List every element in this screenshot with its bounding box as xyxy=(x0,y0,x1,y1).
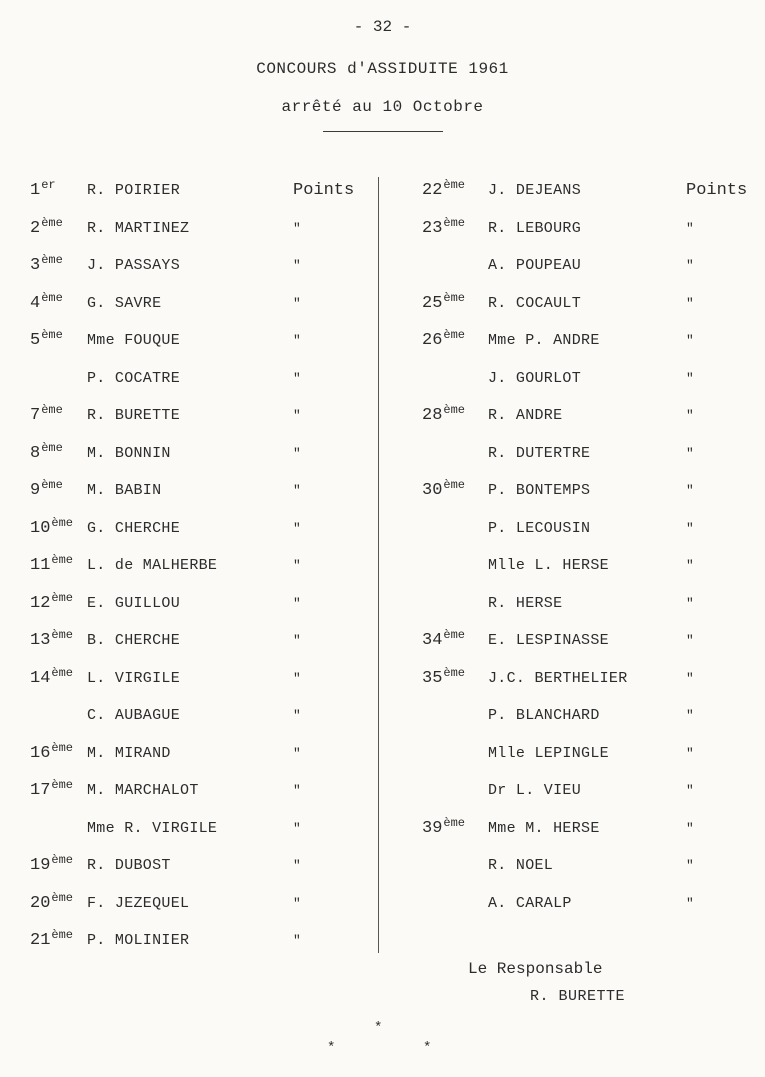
participant-name: Mme R. VIRGILE xyxy=(87,819,218,837)
rank-number: 26 xyxy=(422,331,443,350)
participant-name: M. MARCHALOT xyxy=(87,782,199,799)
participant-name: M. BABIN xyxy=(87,482,162,499)
document-subtitle: arrêté au 10 Octobre xyxy=(281,98,484,116)
rank-label xyxy=(422,178,466,200)
participant-name: Mme FOUQUE xyxy=(87,332,181,349)
rank-suffix: ème xyxy=(41,215,63,230)
points-unit: " xyxy=(686,483,695,498)
points-unit: " xyxy=(293,933,302,948)
points-unit: " xyxy=(293,595,302,611)
rank-label xyxy=(422,815,466,838)
points-unit: " xyxy=(686,370,695,386)
rank-suffix: ème xyxy=(51,778,74,792)
document-title: CONCOURS d'ASSIDUITE 1961 xyxy=(256,60,509,78)
rank-label xyxy=(422,706,423,725)
rank-number: 12 xyxy=(30,593,51,613)
points-unit: " xyxy=(293,820,302,836)
rank-suffix: ème xyxy=(51,853,74,867)
rank-suffix: ème xyxy=(443,478,466,492)
participant-name: R. MARTINEZ xyxy=(87,219,190,237)
rank-suffix: er xyxy=(41,178,56,192)
rank-suffix: ème xyxy=(41,328,63,342)
rank-number: 39 xyxy=(422,818,443,838)
rank-suffix: ème xyxy=(51,740,74,755)
points-unit: " xyxy=(293,745,302,761)
rank-number: 35 xyxy=(422,668,443,688)
rank-number: 19 xyxy=(30,856,51,875)
points-unit: " xyxy=(686,445,695,461)
points-unit: " xyxy=(293,895,302,911)
participant-name: R. DUTERTRE xyxy=(488,444,591,462)
signature-label: Le Responsable xyxy=(468,960,603,978)
participant-name: P. BLANCHARD xyxy=(488,707,600,724)
points-unit: " xyxy=(686,670,695,686)
participant-name: E. LESPINASSE xyxy=(488,632,609,649)
rank-suffix: ème xyxy=(51,590,74,605)
rank-label xyxy=(422,478,466,500)
participant-name: Mlle LEPINGLE xyxy=(488,744,609,762)
points-unit: " xyxy=(686,558,695,573)
participant-name: R. DUBOST xyxy=(87,857,171,874)
rank-number: 13 xyxy=(30,631,51,650)
participant-name: L. de MALHERBE xyxy=(87,557,218,574)
rank-label xyxy=(422,256,423,275)
rank-number: 14 xyxy=(30,668,51,688)
points-unit: " xyxy=(686,408,695,423)
rank-number: 30 xyxy=(422,481,443,500)
participant-name: E. GUILLOU xyxy=(87,594,181,612)
rank-label xyxy=(422,290,466,313)
rank-label xyxy=(422,328,466,350)
points-unit: " xyxy=(293,220,302,236)
rank-label xyxy=(30,215,63,238)
rank-label xyxy=(30,740,74,763)
rank-suffix: ème xyxy=(443,178,466,192)
footer-asterisk: * xyxy=(327,1040,336,1056)
signature-name: R. BURETTE xyxy=(530,988,626,1005)
points-unit: " xyxy=(686,295,695,311)
footer-asterisk: * xyxy=(374,1020,383,1036)
points-unit: Points xyxy=(686,181,748,200)
participant-name: R. COCAULT xyxy=(488,294,582,312)
rank-number: 8 xyxy=(30,443,41,463)
points-unit: Points xyxy=(293,181,355,200)
points-unit: " xyxy=(686,333,695,348)
points-unit: " xyxy=(293,370,302,386)
rank-suffix: ème xyxy=(443,628,466,642)
rank-label xyxy=(422,856,423,875)
rank-suffix: ème xyxy=(41,253,63,267)
rank-label xyxy=(30,778,74,800)
participant-name: P. COCATRE xyxy=(87,369,181,387)
rank-label xyxy=(30,403,63,425)
rank-label xyxy=(30,253,63,275)
rank-suffix: ème xyxy=(41,478,63,492)
rank-suffix: ème xyxy=(443,815,466,830)
participant-name: R. LEBOURG xyxy=(488,219,582,237)
rank-number: 4 xyxy=(30,293,41,313)
points-unit: " xyxy=(686,258,695,273)
rank-label xyxy=(30,590,74,613)
rank-label xyxy=(30,665,74,688)
points-unit: " xyxy=(293,408,302,423)
participant-name: R. POIRIER xyxy=(87,182,181,199)
participant-name: G. SAVRE xyxy=(87,294,162,312)
rank-suffix: ème xyxy=(51,515,74,530)
rank-number: 25 xyxy=(422,293,443,313)
rank-number: 3 xyxy=(30,256,41,275)
rank-number: 9 xyxy=(30,481,41,500)
rank-number: 21 xyxy=(30,931,51,950)
points-unit: " xyxy=(293,333,302,348)
rank-suffix: ème xyxy=(443,665,466,680)
rank-number: 11 xyxy=(30,556,51,575)
participant-name: Mme P. ANDRE xyxy=(488,332,600,349)
rank-label xyxy=(422,403,466,425)
points-unit: " xyxy=(293,670,302,686)
participant-name: R. ANDRE xyxy=(488,407,563,424)
points-unit: " xyxy=(686,745,695,761)
rank-label xyxy=(422,519,423,538)
rank-label xyxy=(422,556,423,575)
rank-label xyxy=(422,215,466,238)
points-unit: " xyxy=(293,483,302,498)
participant-name: J.C. BERTHELIER xyxy=(488,669,628,687)
rank-number: 20 xyxy=(30,893,51,913)
participant-name: C. AUBAGUE xyxy=(87,707,181,724)
rank-label xyxy=(30,928,74,950)
rank-number: 7 xyxy=(30,406,41,425)
rank-label xyxy=(422,444,423,463)
points-unit: " xyxy=(686,520,695,536)
points-unit: " xyxy=(686,708,695,723)
rank-label xyxy=(30,440,63,463)
rank-label xyxy=(30,890,74,913)
points-unit: " xyxy=(293,858,302,873)
participant-name: J. DEJEANS xyxy=(488,182,582,199)
participant-name: F. JEZEQUEL xyxy=(87,894,190,912)
rank-suffix: ème xyxy=(51,628,74,642)
rank-label xyxy=(30,328,63,350)
rank-label xyxy=(30,290,63,313)
participant-name: J. PASSAYS xyxy=(87,257,181,274)
rank-label xyxy=(422,594,423,613)
rank-label xyxy=(30,178,56,200)
participant-name: J. GOURLOT xyxy=(488,369,582,387)
rank-suffix: ème xyxy=(51,553,74,567)
participant-name: R. BURETTE xyxy=(87,407,181,424)
rank-label xyxy=(422,744,423,763)
participant-name: R. NOEL xyxy=(488,857,554,874)
rank-label xyxy=(30,478,63,500)
rank-number: 17 xyxy=(30,781,51,800)
rank-label xyxy=(30,369,31,388)
rank-number: 1 xyxy=(30,181,41,200)
participant-name: B. CHERCHE xyxy=(87,632,181,649)
rank-number: 28 xyxy=(422,406,443,425)
rank-number: 2 xyxy=(30,218,41,238)
points-unit: " xyxy=(293,295,302,311)
points-unit: " xyxy=(686,895,695,911)
rank-suffix: ème xyxy=(51,890,74,905)
rank-number: 10 xyxy=(30,518,51,538)
rank-suffix: ème xyxy=(51,928,74,942)
participant-name: M. BONNIN xyxy=(87,444,171,462)
points-unit: " xyxy=(293,520,302,536)
points-unit: " xyxy=(293,445,302,461)
participant-name: G. CHERCHE xyxy=(87,519,181,537)
participant-name: Dr L. VIEU xyxy=(488,782,582,799)
rank-number: 34 xyxy=(422,631,443,650)
participant-name: A. CARALP xyxy=(488,894,572,912)
rank-label xyxy=(422,894,423,913)
rank-label xyxy=(422,781,423,800)
rank-label xyxy=(30,853,74,875)
rank-suffix: ème xyxy=(443,290,466,305)
participant-name: P. MOLINIER xyxy=(87,932,190,949)
participant-name: L. VIRGILE xyxy=(87,669,181,687)
points-unit: " xyxy=(293,633,302,648)
rank-label xyxy=(422,628,466,650)
points-unit: " xyxy=(686,858,695,873)
footer-asterisk: * xyxy=(423,1040,432,1056)
title-underline xyxy=(323,131,443,132)
rank-suffix: ème xyxy=(41,290,63,305)
points-unit: " xyxy=(686,783,695,798)
rank-label xyxy=(30,553,74,575)
participant-name: Mme M. HERSE xyxy=(488,819,600,837)
participant-name: P. LECOUSIN xyxy=(488,519,591,537)
points-unit: " xyxy=(293,783,302,798)
rank-number: 23 xyxy=(422,218,443,238)
points-unit: " xyxy=(293,708,302,723)
participant-name: A. POUPEAU xyxy=(488,257,582,274)
participant-name: Mlle L. HERSE xyxy=(488,557,609,574)
rank-suffix: ème xyxy=(443,403,466,417)
points-unit: " xyxy=(686,820,695,836)
rank-number: 16 xyxy=(30,743,51,763)
rank-label xyxy=(30,515,74,538)
points-unit: " xyxy=(293,258,302,273)
participant-name: P. BONTEMPS xyxy=(488,482,591,499)
rank-number: 5 xyxy=(30,331,41,350)
rank-suffix: ème xyxy=(443,215,466,230)
rank-suffix: ème xyxy=(51,665,74,680)
points-unit: " xyxy=(686,220,695,236)
column-divider xyxy=(378,177,379,953)
points-unit: " xyxy=(686,595,695,611)
rank-label xyxy=(30,628,74,650)
points-unit: " xyxy=(293,558,302,573)
rank-label xyxy=(422,665,466,688)
rank-suffix: ème xyxy=(41,440,63,455)
rank-suffix: ème xyxy=(443,328,466,342)
participant-name: R. HERSE xyxy=(488,594,563,612)
rank-suffix: ème xyxy=(41,403,63,417)
rank-label xyxy=(422,369,423,388)
page-number: - 32 - xyxy=(353,18,412,36)
points-unit: " xyxy=(686,633,695,648)
rank-label xyxy=(30,706,31,725)
participant-name: M. MIRAND xyxy=(87,744,171,762)
rank-number: 22 xyxy=(422,181,443,200)
rank-label xyxy=(30,819,31,838)
